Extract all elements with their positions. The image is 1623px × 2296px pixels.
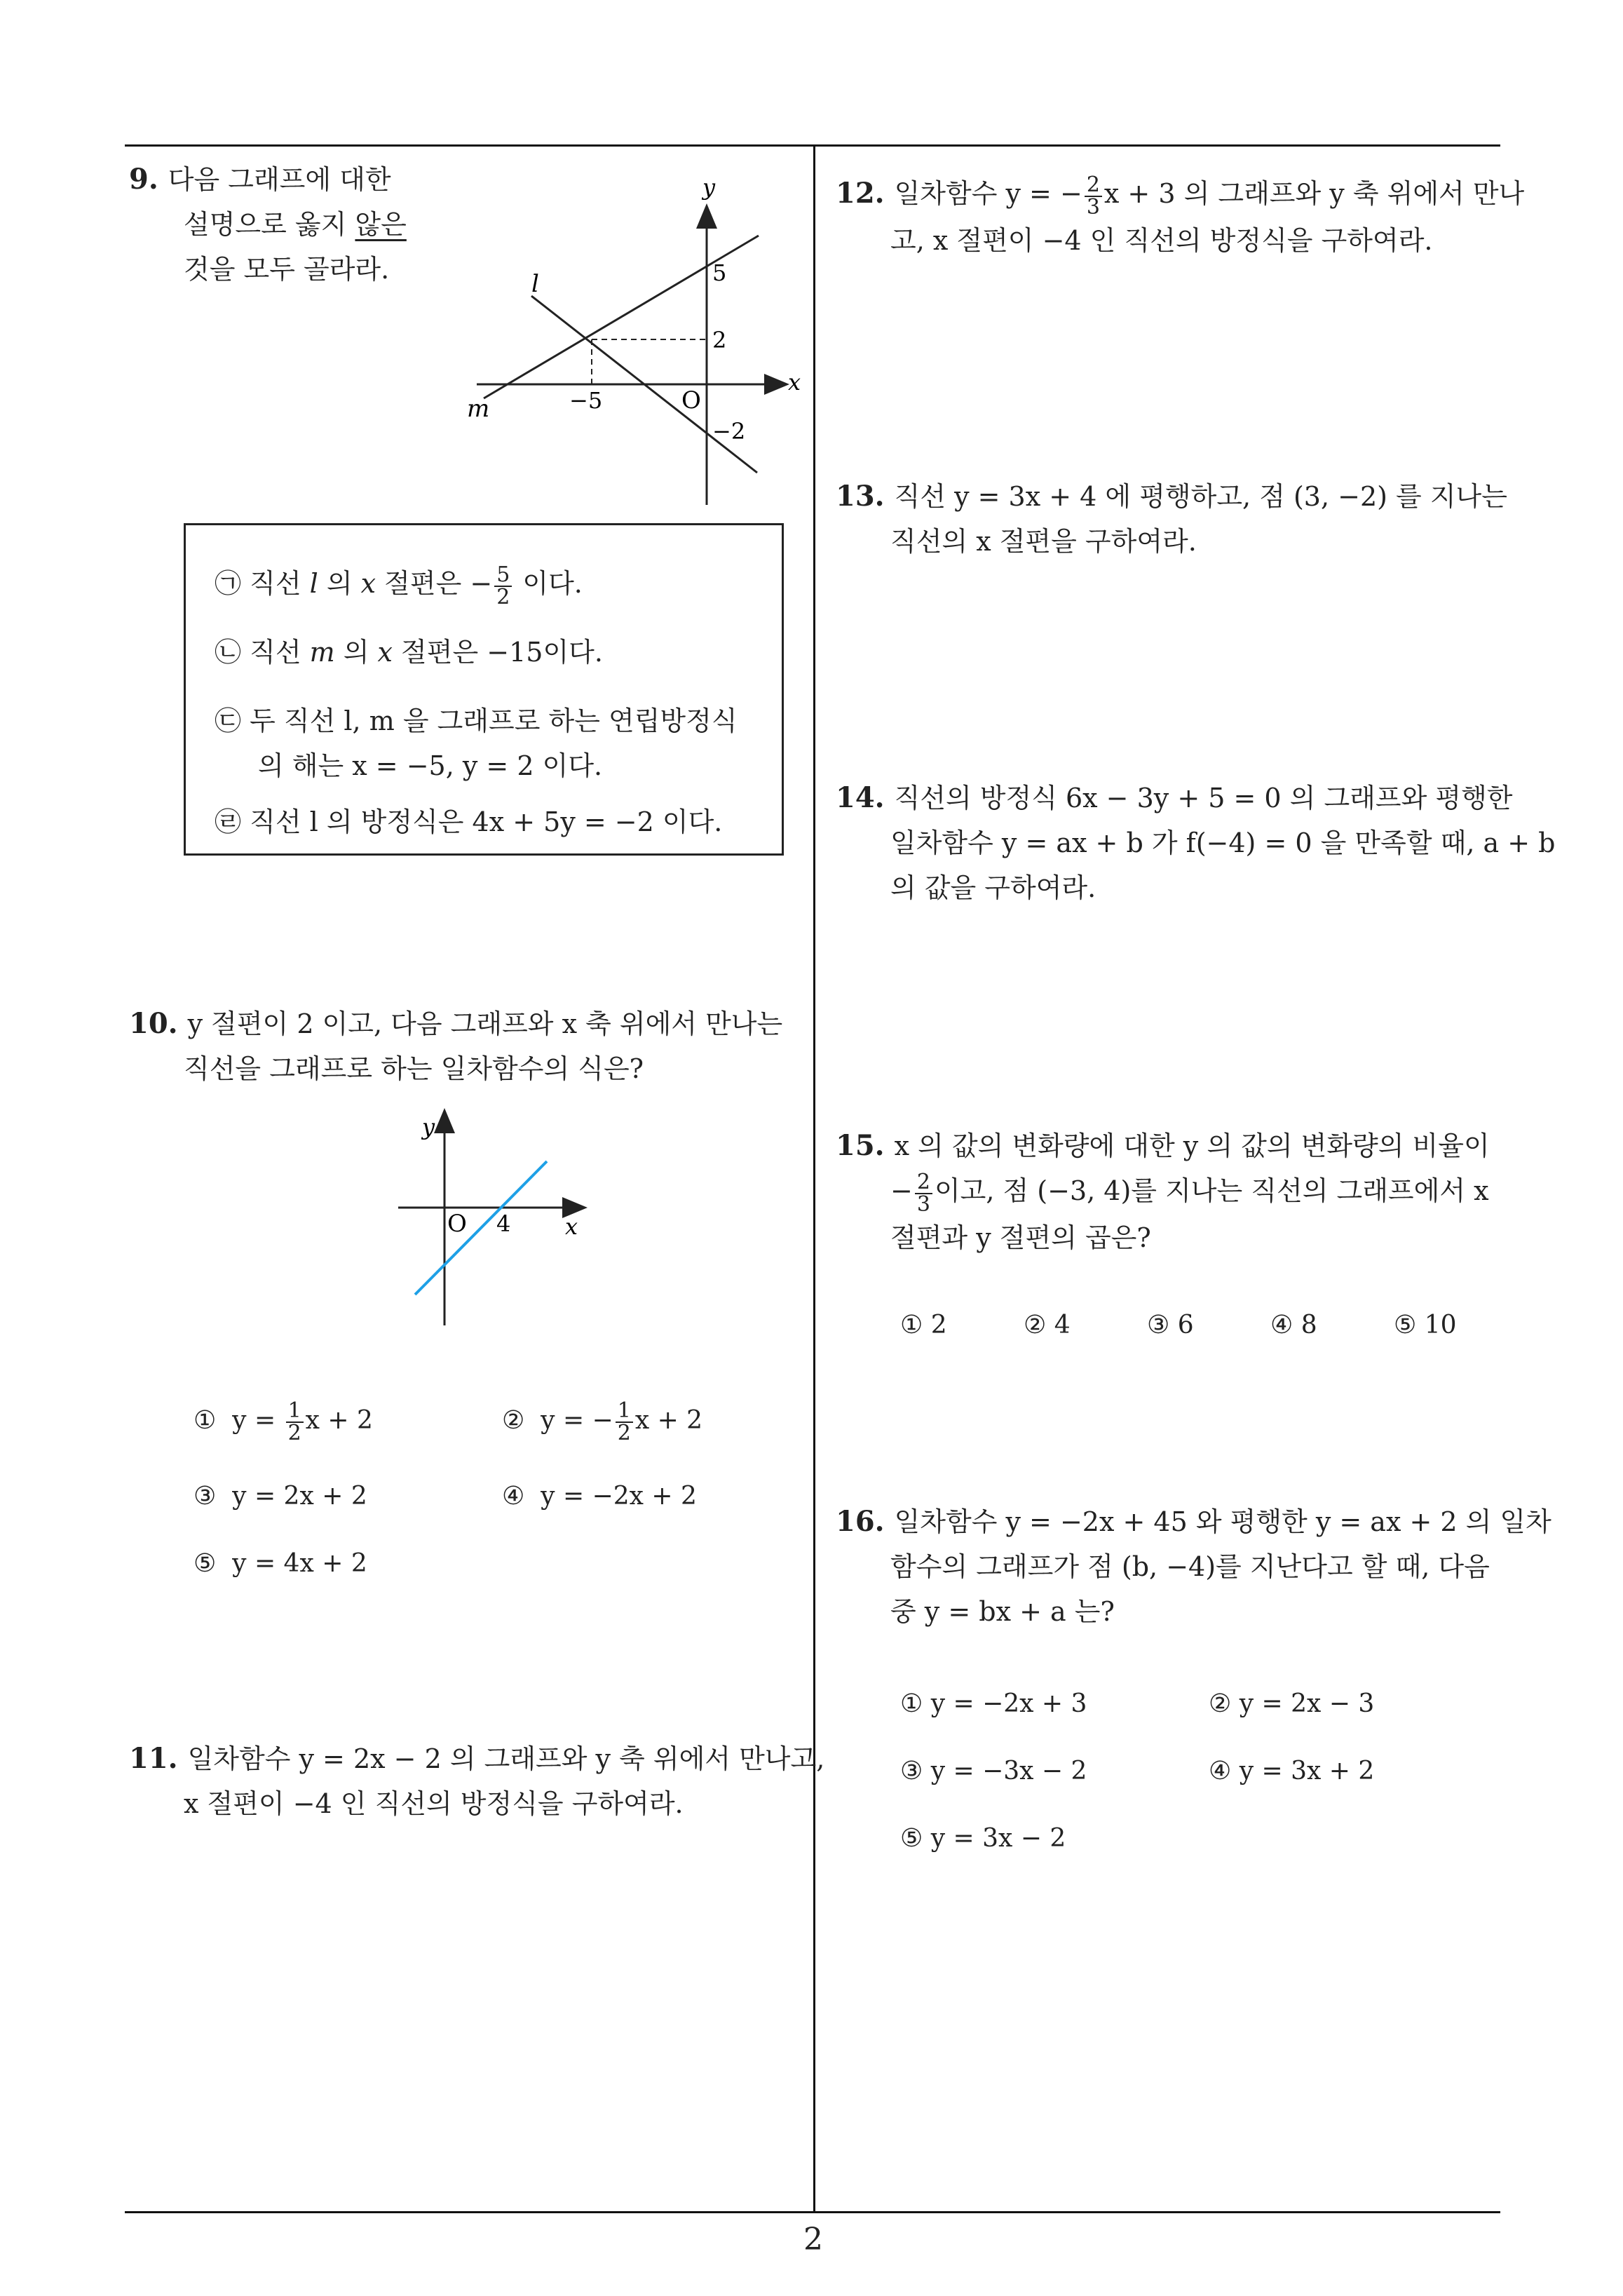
option-text: 두 직선 l, m 을 그래프로 하는 연립방정식 — [250, 705, 738, 736]
option-text: 절편은 − — [376, 568, 493, 599]
option-marker: ㉡ — [215, 637, 242, 668]
q16-choice-4[interactable]: ④ y = 3x + 2 — [1209, 1757, 1375, 1785]
option-marker: ㉢ — [215, 705, 242, 736]
choice-text: y = 4x + 2 — [232, 1549, 367, 1578]
tick-2: 2 — [712, 327, 727, 353]
denominator: 3 — [916, 1191, 930, 1217]
bottom-rule — [125, 2211, 1500, 2213]
choice-marker: ② — [502, 1406, 525, 1435]
y-axis-label: y — [422, 1114, 435, 1140]
question-text: 직선의 x 절편을 구하여라. — [890, 526, 1197, 557]
q16-choice-3[interactable]: ③ y = −3x − 2 — [900, 1757, 1087, 1785]
question-number: 13. — [836, 480, 885, 513]
math-var: m — [309, 637, 335, 668]
question-text: 직선의 방정식 6x − 3y + 5 = 0 의 그래프와 평행한 — [894, 783, 1513, 813]
origin-label: O — [681, 386, 701, 414]
numerator: 2 — [1085, 175, 1102, 197]
question-9 — [129, 157, 407, 292]
q9-option-1 — [215, 561, 583, 608]
choice-text: x + 2 — [634, 1406, 703, 1435]
question-14 — [836, 776, 1555, 910]
question-16 — [836, 1499, 1551, 1634]
tick-5: 5 — [712, 259, 727, 286]
choice-text: y = −2x + 2 — [541, 1482, 697, 1511]
choice-marker: ④ — [502, 1482, 525, 1511]
underlined-text: 않은 — [355, 209, 407, 240]
question-number: 10. — [129, 1007, 178, 1040]
option-text: 직선 — [250, 637, 310, 668]
question-number: 16. — [836, 1505, 885, 1538]
option-text: 이다. — [514, 568, 583, 599]
question-text: 설명으로 옳지 — [184, 209, 355, 240]
fraction — [616, 1400, 633, 1444]
question-text: 절편과 y 절편의 곱은? — [890, 1222, 1151, 1253]
denominator: 3 — [1086, 194, 1100, 220]
option-marker: ㉠ — [215, 568, 242, 599]
denominator: 2 — [617, 1421, 631, 1445]
question-text: 다음 그래프에 대한 — [168, 164, 391, 195]
question-number: 14. — [836, 781, 885, 814]
q10-choice-1[interactable] — [193, 1400, 373, 1444]
question-text: 의 값을 구하여라. — [890, 872, 1096, 903]
tick-neg2: −2 — [712, 418, 746, 445]
page-number: 2 — [803, 2222, 823, 2257]
q9-option-3 — [215, 698, 738, 788]
question-text: 것을 모두 골라라. — [184, 254, 390, 285]
q10-choice-4[interactable] — [502, 1475, 697, 1518]
q9-option-2 — [215, 630, 603, 675]
question-number: 9. — [129, 163, 158, 196]
option-text: 직선 — [250, 568, 310, 599]
q9-option-4 — [215, 799, 722, 844]
fraction — [286, 1400, 304, 1444]
q15-choice-3[interactable]: ③ 6 — [1147, 1311, 1194, 1339]
math-var: x — [377, 637, 393, 668]
choice-marker: ⑤ — [193, 1549, 217, 1578]
x-axis-label: x — [788, 369, 801, 396]
q15-choice-1[interactable]: ① 2 — [900, 1311, 947, 1339]
denominator: 2 — [287, 1421, 301, 1445]
question-text: y 절편이 2 이고, 다음 그래프와 x 축 위에서 만나는 — [187, 1008, 783, 1039]
denominator: 2 — [496, 584, 510, 609]
question-text: 일차함수 y = ax + b 가 f(−4) = 0 을 만족할 때, a + b — [890, 828, 1556, 858]
top-rule — [125, 144, 1500, 147]
numerator: 2 — [915, 1172, 932, 1194]
line-l-label: l — [531, 270, 539, 298]
question-text: − — [890, 1175, 913, 1206]
y-axis-label: y — [702, 175, 716, 201]
q15-choice-4[interactable]: ④ 8 — [1270, 1311, 1317, 1339]
question-11 — [129, 1736, 824, 1826]
fraction — [915, 1169, 932, 1217]
origin-label: O — [447, 1210, 467, 1238]
math-var: x — [360, 568, 376, 599]
q16-choice-1[interactable]: ① y = −2x + 3 — [900, 1689, 1087, 1718]
q16-choice-5[interactable]: ⑤ y = 3x − 2 — [900, 1824, 1066, 1853]
graph-line — [415, 1161, 547, 1295]
question-number: 15. — [836, 1129, 885, 1162]
question-text: 직선을 그래프로 하는 일차함수의 식은? — [184, 1053, 644, 1084]
question-text: 직선 y = 3x + 4 에 평행하고, 점 (3, −2) 를 지나는 — [894, 481, 1507, 512]
choice-marker: ③ — [193, 1482, 217, 1511]
q10-choice-3[interactable] — [193, 1475, 367, 1518]
fraction — [494, 562, 512, 609]
tick-neg5: −5 — [569, 387, 603, 414]
question-13 — [836, 474, 1507, 564]
question-10 — [129, 1001, 782, 1091]
option-text: 의 — [334, 637, 378, 668]
numerator: 5 — [494, 565, 512, 587]
question-text: 함수의 그래프가 점 (b, −4)를 지난다고 할 때, 다음 — [890, 1551, 1490, 1582]
fraction — [1085, 172, 1102, 220]
line-m-label: m — [467, 395, 490, 423]
math-var: l — [309, 568, 318, 599]
question-text: 이고, 점 (−3, 4)를 지나는 직선의 그래프에서 x — [934, 1175, 1489, 1206]
question-12 — [836, 171, 1524, 263]
option-marker: ㉣ — [215, 806, 242, 837]
q16-choice-2[interactable]: ② y = 2x − 3 — [1209, 1689, 1375, 1718]
question-text: 고, x 절편이 −4 인 직선의 방정식을 구하여라. — [890, 224, 1433, 256]
q10-choice-2[interactable] — [502, 1400, 702, 1444]
question-text: x 절편이 −4 인 직선의 방정식을 구하여라. — [184, 1788, 684, 1819]
question-number: 11. — [129, 1742, 178, 1775]
question-text: 중 y = bx + a 는? — [890, 1596, 1115, 1627]
numerator: 1 — [286, 1400, 304, 1423]
question-number: 12. — [836, 177, 885, 210]
question-text: x 의 값의 변화량에 대한 y 의 값의 변화량의 비율이 — [894, 1130, 1490, 1161]
choice-text: y = − — [541, 1406, 613, 1435]
question-15 — [836, 1123, 1490, 1260]
option-text: 의 해는 x = −5, y = 2 이다. — [258, 750, 603, 781]
question-text: 일차함수 y = − — [894, 178, 1082, 209]
question-text: x + 3 의 그래프와 y 축 위에서 만나 — [1103, 178, 1525, 209]
q10-choice-5[interactable] — [193, 1543, 367, 1585]
option-text: 절편은 −15이다. — [392, 637, 603, 668]
question-text: 일차함수 y = 2x − 2 의 그래프와 y 축 위에서 만나고, — [187, 1743, 825, 1774]
choice-text: x + 2 — [305, 1406, 373, 1435]
choice-marker: ① — [193, 1406, 217, 1435]
option-text: 의 — [318, 568, 361, 599]
option-text: 직선 l 의 방정식은 4x + 5y = −2 이다. — [250, 806, 723, 837]
q10-graph — [393, 1105, 603, 1344]
choice-text: y = — [232, 1406, 284, 1435]
question-text: 일차함수 y = −2x + 45 와 평행한 y = ax + 2 의 일차 — [894, 1506, 1551, 1537]
x-axis-label: x — [565, 1213, 578, 1240]
tick-4: 4 — [496, 1210, 511, 1237]
q9-graph — [456, 175, 820, 512]
q15-choice-2[interactable]: ② 4 — [1024, 1311, 1071, 1339]
q15-choice-5[interactable]: ⑤ 10 — [1394, 1311, 1457, 1339]
numerator: 1 — [616, 1400, 633, 1423]
choice-text: y = 2x + 2 — [232, 1482, 367, 1511]
